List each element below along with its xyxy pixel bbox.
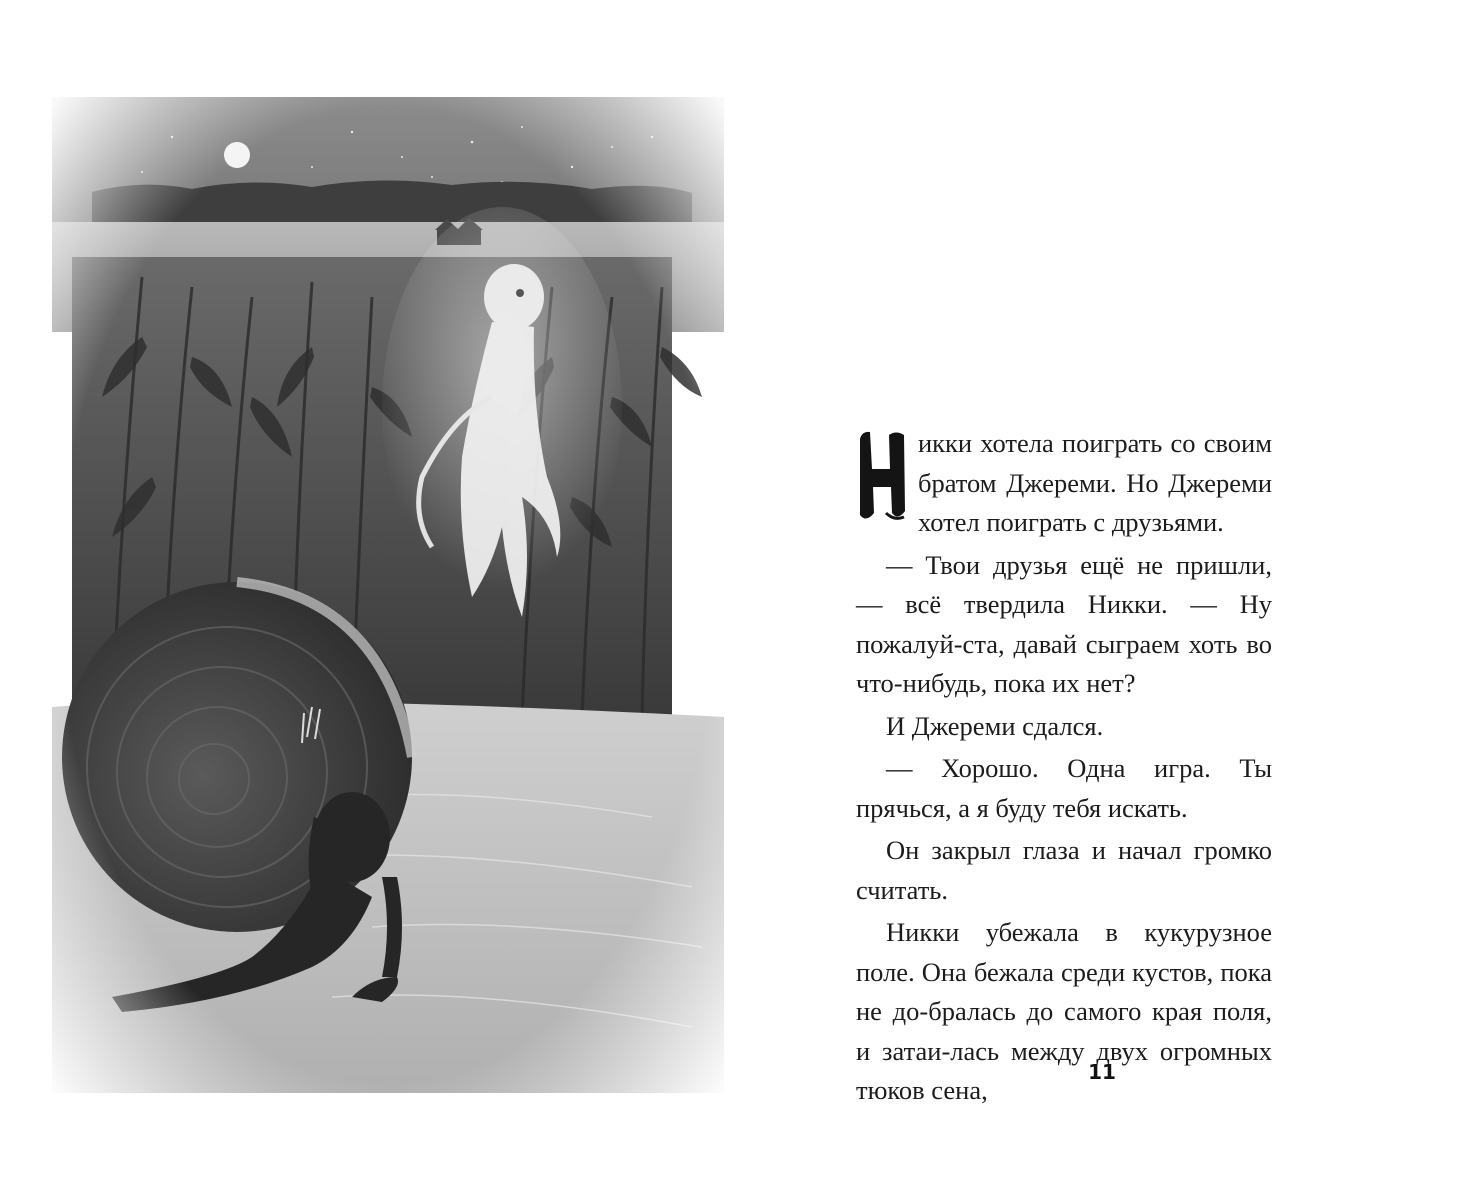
cornfield-night-picture [52,97,724,1093]
drop-cap [856,429,908,524]
drop-cap-letter-n [856,429,908,524]
paragraph-1 [856,424,1272,543]
paragraph-3: И Джереми сдался. [886,710,1104,741]
page-number: 11 [1088,1060,1116,1084]
paragraph-6: Никки убежала в кукурузное поле. Она бежала среди кустов, пока не до-бралась до самого края поля, и затаи-лась между двух огромных тюков сена, [856,917,1272,1105]
paragraph-4: — Хорошо. Одна игра. Ты прячься, а я буду тебя искать. [856,753,1272,823]
paragraph-1-text: икки хотела поиграть со своим братом Джереми. Но Джереми хотел поиграть с друзьями. [918,428,1272,537]
paragraph-5: Он закрыл глаза и начал громко считать. [856,835,1272,905]
paragraph-2: — Твои друзья ещё не пришли, — всё твердила Никки. — Ну пожалуй-ста, давай сыграем хоть во что-нибудь, пока их нет? [856,549,1272,698]
story-text [856,424,1272,1114]
illustration [52,97,724,1093]
